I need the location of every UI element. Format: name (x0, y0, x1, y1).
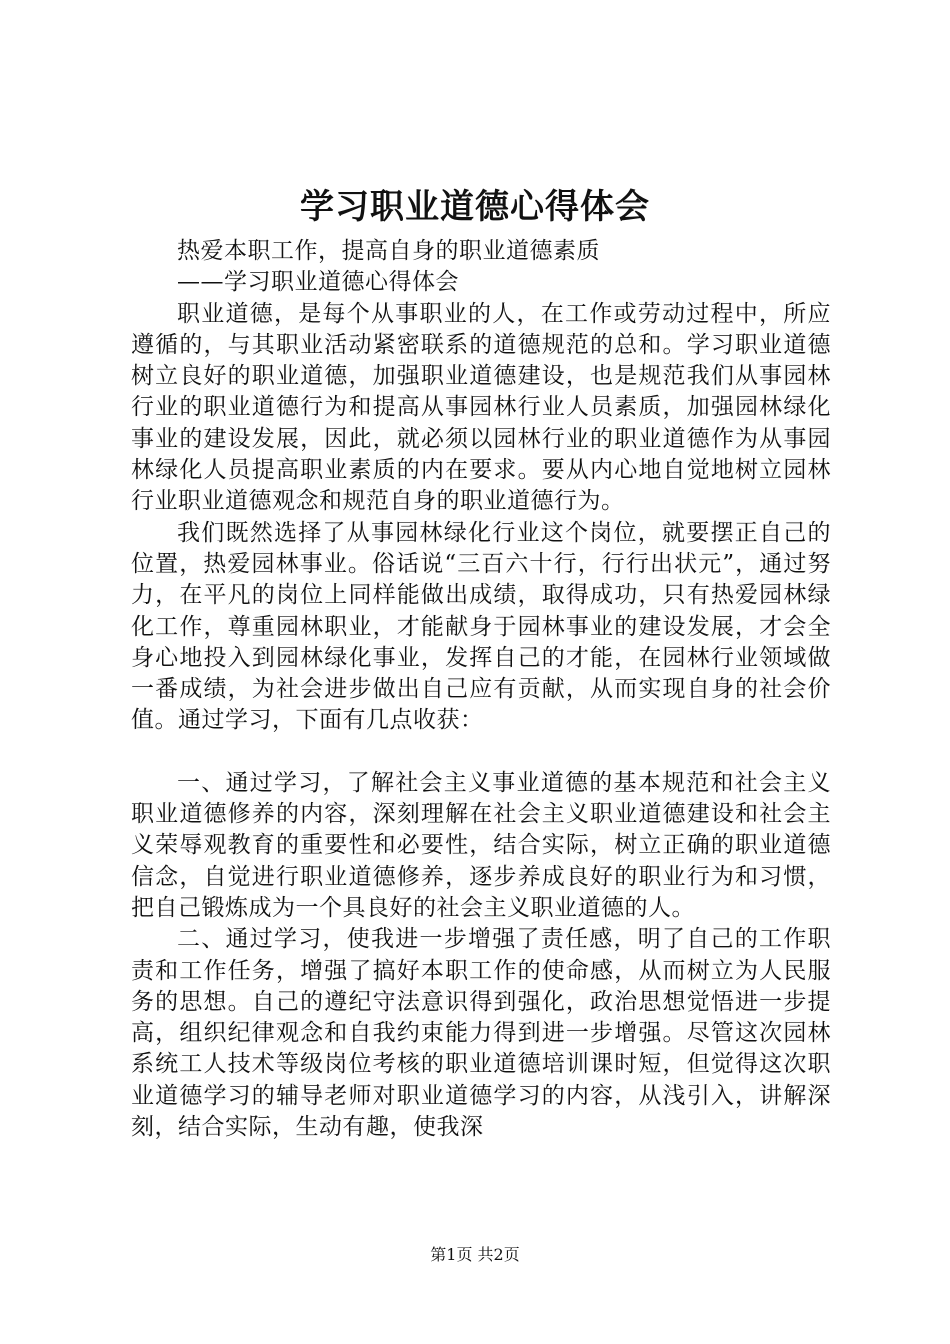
document-body (131, 236, 831, 1143)
document-title: 学习职业道德心得体会 (300, 187, 650, 227)
subtitle-line-2: ——学习职业道德心得体会 (177, 269, 459, 296)
paragraph-1: 职业道德，是每个从事职业的人，在工作或劳动过程中，所应遵循的，与其职业活动紧密联系的道德规范的总和。学习职业道德树立良好的职业道德，加强职业道德建设，也是规范我们从事园林行业的职业道德行为和提高从事园林行业人员素质，加强园林绿化事业的建设发展，因此，就必须以园林行业的职业道德作为从事园林绿化人员提高职业素质的内在要求。要从内心地自觉地树立园林行业职业道德观念和规范自身的职业道德行为。 (131, 300, 831, 515)
paragraph-4: 二、通过学习，使我进一步增强了责任感，明了自己的工作职责和工作任务，增强了搞好本职工作的使命感，从而树立为人民服务的思想。自己的遵纪守法意识得到强化，政治思想觉悟进一步提高，组织纪律观念和自我约束能力得到进一步增强。尽管这次园林系统工人技术等级岗位考核的职业道德培训课时短，但觉得这次职业道德学习的辅导老师对职业道德学习的内容，从浅引入，讲解深刻，结合实际，生动有趣，使我深 (131, 926, 831, 1141)
subtitle-line: 热爱本职工作，提高自身的职业道德素质 (177, 238, 600, 264)
paragraph-2: 我们既然选择了从事园林绿化行业这个岗位，就要摆正自己的位置，热爱园林事业。俗话说“三百六十行，行行出状元”，通过努力，在平凡的岗位上同样能做出成绩，取得成功，只有热爱园林绿化工作，尊重园林职业，才能献身于园林事业的建设发展，才会全身心地投入到园林绿化事业，发挥自己的才能，在园林行业领域做一番成绩，为社会进步做出自己应有贡献，从而实现自身的社会价值。通过学习，下面有几点收获： (131, 519, 831, 734)
page-footer: 第1页 共2页 (430, 1245, 520, 1264)
paragraph-3: 一、通过学习，了解社会主义事业道德的基本规范和社会主义职业道德修养的内容，深刻理解在社会主义职业道德建设和社会主义荣辱观教育的重要性和必要性，结合实际，树立正确的职业道德信念，自觉进行职业道德修养，逐步养成良好的职业行为和习惯，把自己锻炼成为一个具良好的社会主义职业道德的人。 (131, 769, 831, 921)
